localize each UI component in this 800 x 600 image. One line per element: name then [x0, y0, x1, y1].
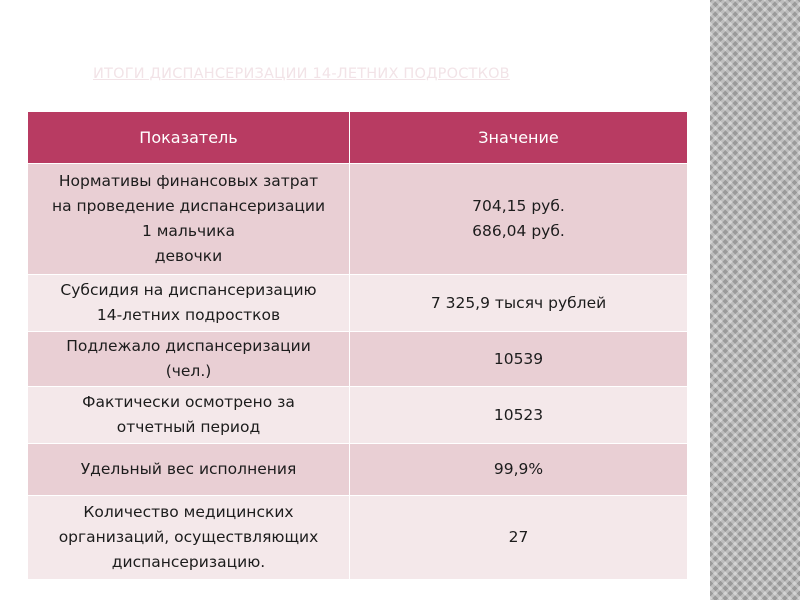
results-table: [27, 111, 688, 580]
value-cell: [350, 332, 688, 387]
table-row: [28, 444, 688, 496]
indicator-text: Количество медицинских: [83, 503, 294, 521]
value-cell: [350, 444, 688, 496]
value-text: 27: [508, 528, 529, 546]
indicator-text: на проведение диспансеризации: [51, 197, 326, 215]
indicator-cell: [28, 332, 350, 387]
table-row: [28, 332, 688, 387]
value-text: 686,04 руб.: [472, 222, 565, 240]
indicator-text: Субсидия на диспансеризацию: [60, 281, 317, 299]
header-value: Значение: [350, 112, 688, 164]
table-row: [28, 164, 688, 275]
value-cell: [350, 164, 688, 275]
indicator-text: девочки: [154, 247, 223, 265]
table-row: [28, 387, 688, 444]
table-row: [28, 275, 688, 332]
header-indicator: Показатель: [28, 112, 350, 164]
slide-title: ИТОГИ ДИСПАНСЕРИЗАЦИИ 14-ЛЕТНИХ ПОДРОСТКОВ: [93, 66, 510, 82]
indicator-cell: [28, 444, 350, 496]
value-text: 10523: [493, 405, 544, 424]
indicator-text: организаций, осуществляющих: [58, 528, 319, 546]
indicator-cell: [28, 164, 350, 275]
value-text: 7 325,9 тысяч рублей: [430, 293, 607, 312]
indicator-text: Подлежало диспансеризации: [66, 337, 311, 355]
value-text: 10539: [493, 349, 544, 368]
indicator-text: 1 мальчика: [141, 222, 236, 240]
decorative-checker-strip: [710, 0, 800, 600]
indicator-cell: [28, 496, 350, 580]
indicator-text: диспансеризацию.: [111, 553, 266, 571]
indicator-text: Фактически осмотрено за: [82, 393, 295, 411]
indicator-text: Нормативы финансовых затрат: [58, 172, 319, 190]
indicator-text: 14-летних подростков: [96, 306, 281, 324]
indicator-cell: [28, 387, 350, 444]
value-cell: [350, 387, 688, 444]
table-row: [28, 496, 688, 580]
indicator-text: отчетный период: [116, 418, 261, 436]
indicator-text: Удельный вес исполнения: [80, 460, 297, 478]
value-text: 99,9%: [493, 460, 544, 478]
value-cell: [350, 496, 688, 580]
indicator-text: (чел.): [165, 362, 212, 380]
indicator-cell: [28, 275, 350, 332]
value-text: 704,15 руб.: [472, 197, 565, 215]
table-header-row: [28, 112, 688, 164]
value-cell: [350, 275, 688, 332]
